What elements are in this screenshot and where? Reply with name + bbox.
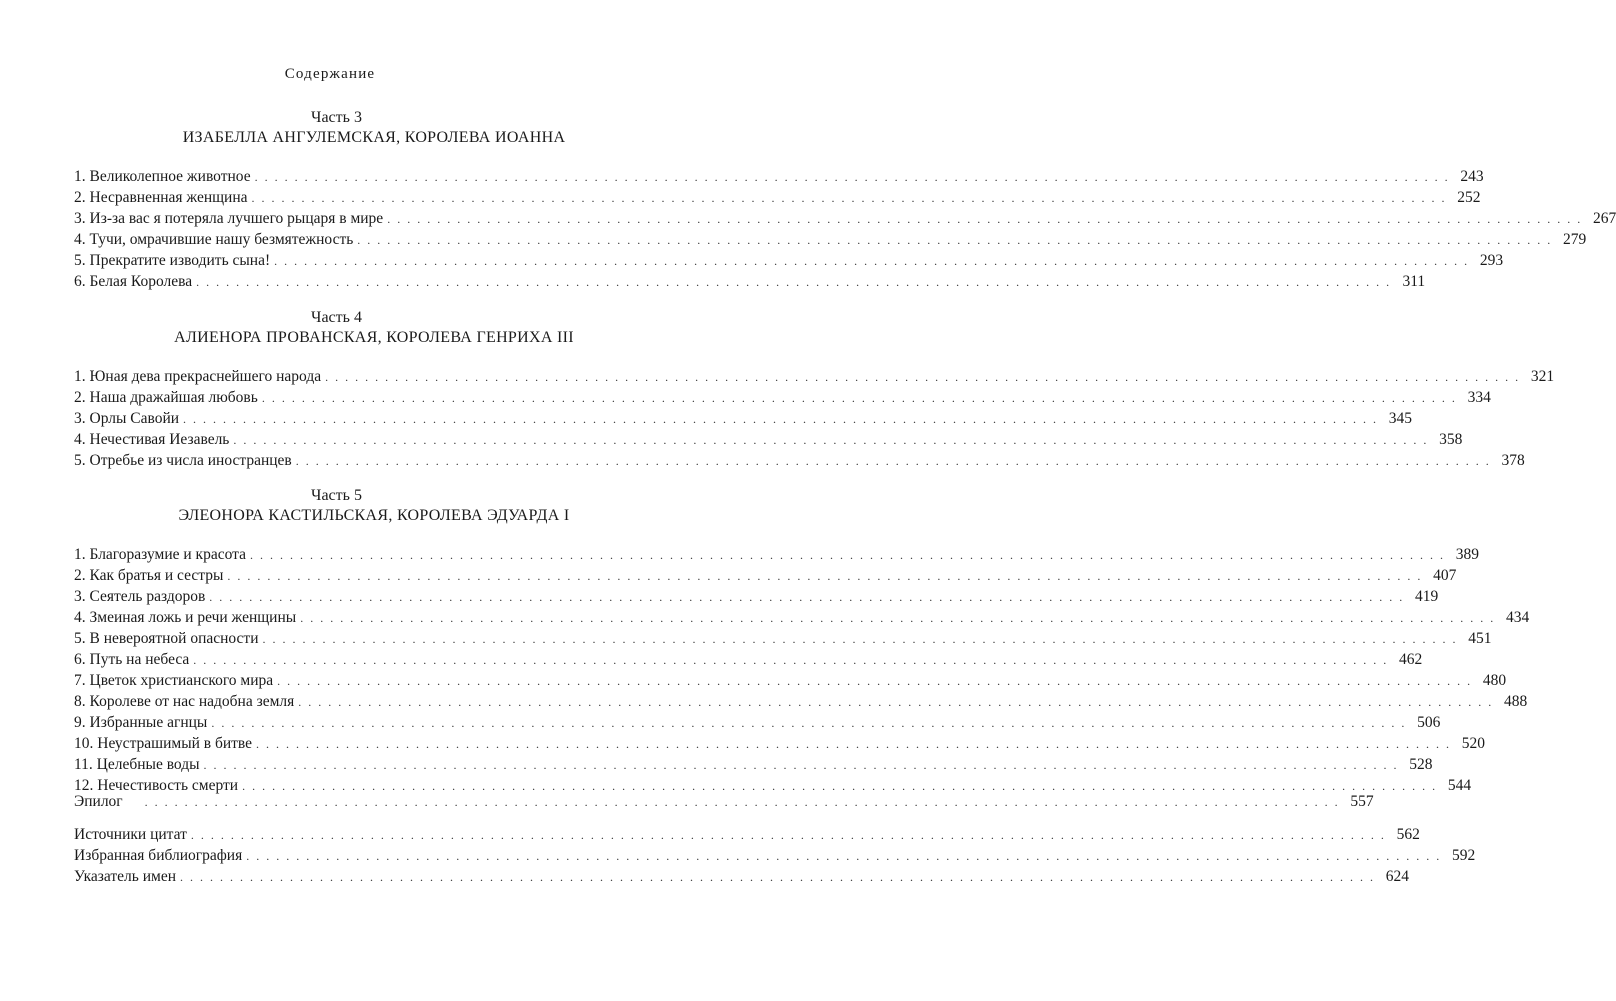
leader-dots: . . . . . . . . . . . . . . . . . . . . . . . . . . . . . . . . . . . . . . . . . . . . . . . . . . . . . . . . . . . . . . . . . . . . . . . . . . . . . . . . . . . . . . . . . . . . . . . . . . . . . . . . . . . . . . . . . . . . . . . . (298, 695, 1494, 709)
leader-dots: . . . . . . . . . . . . . . . . . . . . . . . . . . . . . . . . . . . . . . . . . . . . . . . . . . . . . . . . . . . . . . . . . . . . . . . . . . . . . . . . . . . . . . . . . . . . . . . . . . . . . . . . . . . . . . . . . . . . . . . . (274, 254, 1470, 268)
toc-entry (74, 847, 1476, 868)
entry-page: 345 (1388, 410, 1413, 427)
leader-dots: . . . . . . . . . . . . . . . . . . . . . . . . . . . . . . . . . . . . . . . . . . . . . . . . . . . . . . . . . . . . . . . . . . . . . . . . . . . . . . . . . . . . . . . . . . . . . . . . . . . . . . . . . . . . . . . . . . . . . . . . (211, 716, 1407, 730)
part-title: ЭЛЕОНОРА КАСТИЛЬСКАЯ, КОРОЛЕВА ЭДУАРДА I (178, 507, 570, 524)
leader-dots: . . . . . . . . . . . . . . . . . . . . . . . . . . . . . . . . . . . . . . . . . . . . . . . . . . . . . . . . . . . . . . . . . . . . . . . . . . . . . . . . . . . . . . . . . . . . . . . . . . . . . . . . . . . . . . . . . . . . . . . . (203, 758, 1399, 772)
entry-page: 451 (1468, 630, 1492, 647)
toc-entry (74, 168, 1484, 189)
toc-entry (74, 410, 1413, 431)
entry-page: 334 (1467, 389, 1491, 406)
entry-title: 2. Несравненная женщина (74, 189, 248, 206)
entry-page: 624 (1385, 868, 1409, 885)
backmatter-entries (74, 826, 1476, 889)
entry-title: 6. Путь на небеса (74, 651, 190, 668)
leader-dots: . . . . . . . . . . . . . . . . . . . . . . . . . . . . . . . . . . . . . . . . . . . . . . . . . . . . . . . . . . . . . . . . . . . . . . . . . . . . . . . . . . . . . . . . . . . . . . . . . . . . . . . . . . . . . . . . . . . . . . . . (193, 653, 1389, 667)
toc-entry (74, 210, 1616, 231)
toc-entry (74, 546, 1479, 567)
part-label: Часть 3 (311, 109, 362, 126)
leader-dots: . . . . . . . . . . . . . . . . . . . . . . . . . . . . . . . . . . . . . . . . . . . . . . . . . . . . . . . . . . . . . . . . . . . . . . . . . . . . . . . . . . . . . . . . . . . . . . . . . . . . . . . . . . . . . . . . . . . . . . . . (144, 795, 1340, 809)
entry-title: 5. Прекратите изводить сына! (74, 252, 271, 269)
entry-title: 6. Белая Королева (74, 273, 193, 290)
entry-title: 5. В невероятной опасности (74, 630, 259, 647)
leader-dots: . . . . . . . . . . . . . . . . . . . . . . . . . . . . . . . . . . . . . . . . . . . . . . . . . . . . . . . . . . . . . . . . . . . . . . . . . . . . . . . . . . . . . . . . . . . . . . . . . . . . . . . . . . . . . . . . . . . . . . . . (277, 674, 1473, 688)
entry-page: 506 (1417, 714, 1441, 731)
entry-title: 5. Отребье из числа иностранцев (74, 452, 292, 469)
entry-title: 3. Из-за вас я потеряла лучшего рыцаря в мире (74, 210, 384, 227)
entry-page: 267 (1592, 210, 1616, 227)
leader-dots: . . . . . . . . . . . . . . . . . . . . . . . . . . . . . . . . . . . . . . . . . . . . . . . . . . . . . . . . . . . . . . . . . . . . . . . . . . . . . . . . . . . . . . . . . . . . . . . . . . . . . . . . . . . . . . . . . . . . . . . . (190, 828, 1386, 842)
toc-entry (74, 651, 1423, 672)
entry-page: 544 (1447, 777, 1472, 794)
entry-title: 1. Великолепное животное (74, 168, 251, 185)
leader-dots: . . . . . . . . . . . . . . . . . . . . . . . . . . . . . . . . . . . . . . . . . . . . . . . . . . . . . . . . . . . . . . . . . . . . . . . . . . . . . . . . . . . . . . . . . . . . . . . . . . . . . . . . . . . . . . . . . . . . . . . . (295, 454, 1491, 468)
entry-page: 520 (1461, 735, 1486, 752)
leader-dots: . . . . . . . . . . . . . . . . . . . . . . . . . . . . . . . . . . . . . . . . . . . . . . . . . . . . . . . . . . . . . . . . . . . . . . . . . . . . . . . . . . . . . . . . . . . . . . . . . . . . . . . . . . . . . . . . . . . . . . . . (246, 849, 1442, 863)
entry-page: 293 (1479, 252, 1504, 269)
part-label: Часть 5 (311, 487, 362, 504)
toc-entry (74, 714, 1441, 735)
leader-dots: . . . . . . . . . . . . . . . . . . . . . . . . . . . . . . . . . . . . . . . . . . . . . . . . . . . . . . . . . . . . . . . . . . . . . . . . . . . . . . . . . . . . . . . . . . . . . . . . . . . . . . . . . . . . . . . . . . . . . . . . (183, 412, 1379, 426)
entry-title: 10. Неустрашимый в битве (74, 735, 253, 752)
toc-entry (74, 630, 1492, 651)
toc-entry (74, 868, 1409, 889)
leader-dots: . . . . . . . . . . . . . . . . . . . . . . . . . . . . . . . . . . . . . . . . . . . . . . . . . . . . . . . . . . . . . . . . . . . . . . . . . . . . . . . . . . . . . . . . . . . . . . . . . . . . . . . . . . . . . . . . . . . . . . . . (256, 737, 1452, 751)
toc-heading: Содержание (284, 66, 376, 82)
entry-title: 7. Цветок христианского мира (74, 672, 274, 689)
toc-entry (74, 588, 1439, 609)
toc-entry (74, 793, 1374, 814)
toc-entry (74, 389, 1491, 410)
entry-title: 4. Змеиная ложь и речи женщины (74, 609, 297, 626)
entry-page: 462 (1399, 651, 1423, 668)
entry-page: 279 (1563, 231, 1587, 248)
entry-page: 252 (1457, 189, 1481, 206)
entry-page: 488 (1504, 693, 1528, 710)
toc-entry (74, 252, 1504, 273)
toc-entry (74, 672, 1507, 693)
entry-title: 11. Целебные воды (74, 756, 200, 773)
entry-page: 389 (1455, 546, 1479, 563)
toc-entry (74, 452, 1525, 473)
leader-dots: . . . . . . . . . . . . . . . . . . . . . . . . . . . . . . . . . . . . . . . . . . . . . . . . . . . . . . . . . . . . . . . . . . . . . . . . . . . . . . . . . . . . . . . . . . . . . . . . . . . . . . . . . . . . . . . . . . . . . . . . (300, 611, 1496, 625)
entry-title: 9. Избранные агнцы (74, 714, 208, 731)
toc-entry (74, 189, 1481, 210)
part-title: ИЗАБЕЛЛА АНГУЛЕМСКАЯ, КОРОЛЕВА ИОАННА (182, 129, 566, 146)
entry-page: 419 (1415, 588, 1439, 605)
part-title: АЛИЕНОРА ПРОВАНСКАЯ, КОРОЛЕВА ГЕНРИХА III (174, 329, 574, 346)
toc-entry (74, 693, 1528, 714)
leader-dots: . . . . . . . . . . . . . . . . . . . . . . . . . . . . . . . . . . . . . . . . . . . . . . . . . . . . . . . . . . . . . . . . . . . . . . . . . . . . . . . . . . . . . . . . . . . . . . . . . . . . . . . . . . . . . . . . . . . . . . . . (180, 870, 1375, 884)
toc-entry (74, 231, 1587, 252)
part-3 (74, 108, 1616, 294)
toc-entry (74, 756, 1433, 777)
leader-dots: . . . . . . . . . . . . . . . . . . . . . . . . . . . . . . . . . . . . . . . . . . . . . . . . . . . . . . . . . . . . . . . . . . . . . . . . . . . . . . . . . . . . . . . . . . . . . . . . . . . . . . . . . . . . . . . . . . . . . . . . (387, 212, 1583, 226)
part-entries (74, 168, 1616, 294)
leader-dots: . . . . . . . . . . . . . . . . . . . . . . . . . . . . . . . . . . . . . . . . . . . . . . . . . . . . . . . . . . . . . . . . . . . . . . . . . . . . . . . . . . . . . . . . . . . . . . . . . . . . . . . . . . . . . . . . . . . . . . . . (227, 569, 1423, 583)
leader-dots: . . . . . . . . . . . . . . . . . . . . . . . . . . . . . . . . . . . . . . . . . . . . . . . . . . . . . . . . . . . . . . . . . . . . . . . . . . . . . . . . . . . . . . . . . . . . . . . . . . . . . . . . . . . . . . . . . . . . . . . . (233, 433, 1429, 447)
entry-title: 1. Юная дева прекраснейшего народа (74, 368, 322, 385)
entry-page: 243 (1460, 168, 1484, 185)
toc-entry (74, 735, 1486, 756)
entry-page: 378 (1501, 452, 1525, 469)
entry-title: 2. Наша дражайшая любовь (74, 389, 258, 406)
entry-title: 8. Королеве от нас надобна земля (74, 693, 295, 710)
entry-title: 3. Орлы Савойи (74, 410, 180, 427)
leader-dots: . . . . . . . . . . . . . . . . . . . . . . . . . . . . . . . . . . . . . . . . . . . . . . . . . . . . . . . . . . . . . . . . . . . . . . . . . . . . . . . . . . . . . . . . . . . . . . . . . . . . . . . . . . . . . . . . . . . . . . . . (251, 191, 1447, 205)
entry-title: Избранная библиография (74, 847, 243, 864)
entry-page: 311 (1402, 273, 1426, 290)
entry-title: 4. Тучи, омрачившие нашу безмятежность (74, 231, 354, 248)
leader-dots: . . . . . . . . . . . . . . . . . . . . . . . . . . . . . . . . . . . . . . . . . . . . . . . . . . . . . . . . . . . . . . . . . . . . . . . . . . . . . . . . . . . . . . . . . . . . . . . . . . . . . . . . . . . . . . . . . . . . . . . . (209, 590, 1405, 604)
entry-title: Источники цитат (74, 826, 187, 843)
entry-page: 480 (1482, 672, 1507, 689)
entry-title: 2. Как братья и сестры (74, 567, 224, 584)
leader-dots: . . . . . . . . . . . . . . . . . . . . . . . . . . . . . . . . . . . . . . . . . . . . . . . . . . . . . . . . . . . . . . . . . . . . . . . . . . . . . . . . . . . . . . . . . . . . . . . . . . . . . . . . . . . . . . . . . . . . . . . . (249, 548, 1445, 562)
entry-page: 557 (1350, 793, 1374, 810)
entry-title: 4. Нечестивая Иезавель (74, 431, 230, 448)
part-entries (74, 368, 1555, 473)
toc-entry (74, 431, 1463, 452)
entry-page: 528 (1409, 756, 1433, 773)
leader-dots: . . . . . . . . . . . . . . . . . . . . . . . . . . . . . . . . . . . . . . . . . . . . . . . . . . . . . . . . . . . . . . . . . . . . . . . . . . . . . . . . . . . . . . . . . . . . . . . . . . . . . . . . . . . . . . . . . . . . . . . . (262, 632, 1458, 646)
entry-title: 3. Сеятель раздоров (74, 588, 206, 605)
toc-entry (74, 609, 1530, 630)
entry-page: 358 (1439, 431, 1463, 448)
entry-page: 434 (1505, 609, 1530, 626)
toc-entry (74, 368, 1555, 389)
entry-page: 592 (1451, 847, 1476, 864)
entry-page: 407 (1433, 567, 1457, 584)
part-entries (74, 546, 1530, 798)
leader-dots: . . . . . . . . . . . . . . . . . . . . . . . . . . . . . . . . . . . . . . . . . . . . . . . . . . . . . . . . . . . . . . . . . . . . . . . . . . . . . . . . . . . . . . . . . . . . . . . . . . . . . . . . . . . . . . . . . . . . . . . . (196, 275, 1392, 289)
leader-dots: . . . . . . . . . . . . . . . . . . . . . . . . . . . . . . . . . . . . . . . . . . . . . . . . . . . . . . . . . . . . . . . . . . . . . . . . . . . . . . . . . . . . . . . . . . . . . . . . . . . . . . . . . . . . . . . . . . . . . . . . (254, 170, 1450, 184)
entry-title: 1. Благоразумие и красота (74, 546, 246, 563)
part-4 (74, 308, 1555, 473)
leader-dots: . . . . . . . . . . . . . . . . . . . . . . . . . . . . . . . . . . . . . . . . . . . . . . . . . . . . . . . . . . . . . . . . . . . . . . . . . . . . . . . . . . . . . . . . . . . . . . . . . . . . . . . . . . . . . . . . . . . . . . . . (357, 233, 1553, 247)
entry-page: 321 (1530, 368, 1555, 385)
leader-dots: . . . . . . . . . . . . . . . . . . . . . . . . . . . . . . . . . . . . . . . . . . . . . . . . . . . . . . . . . . . . . . . . . . . . . . . . . . . . . . . . . . . . . . . . . . . . . . . . . . . . . . . . . . . . . . . . . . . . . . . . (325, 370, 1521, 384)
leader-dots: . . . . . . . . . . . . . . . . . . . . . . . . . . . . . . . . . . . . . . . . . . . . . . . . . . . . . . . . . . . . . . . . . . . . . . . . . . . . . . . . . . . . . . . . . . . . . . . . . . . . . . . . . . . . . . . . . . . . . . . . (261, 391, 1457, 405)
part-5 (74, 486, 1530, 798)
entry-title: 12. Нечестивость смерти (74, 777, 239, 794)
part-label: Часть 4 (311, 309, 362, 326)
entry-title: Эпилог (74, 793, 123, 810)
toc-entry (74, 826, 1420, 847)
leader-dots: . . . . . . . . . . . . . . . . . . . . . . . . . . . . . . . . . . . . . . . . . . . . . . . . . . . . . . . . . . . . . . . . . . . . . . . . . . . . . . . . . . . . . . . . . . . . . . . . . . . . . . . . . . . . . . . . . . . . . . . . (242, 779, 1438, 793)
toc-entry (74, 273, 1426, 294)
toc-entry (74, 567, 1457, 588)
entry-page: 562 (1396, 826, 1420, 843)
epilogue-entry (74, 793, 1374, 814)
entry-title: Указатель имен (74, 868, 176, 885)
